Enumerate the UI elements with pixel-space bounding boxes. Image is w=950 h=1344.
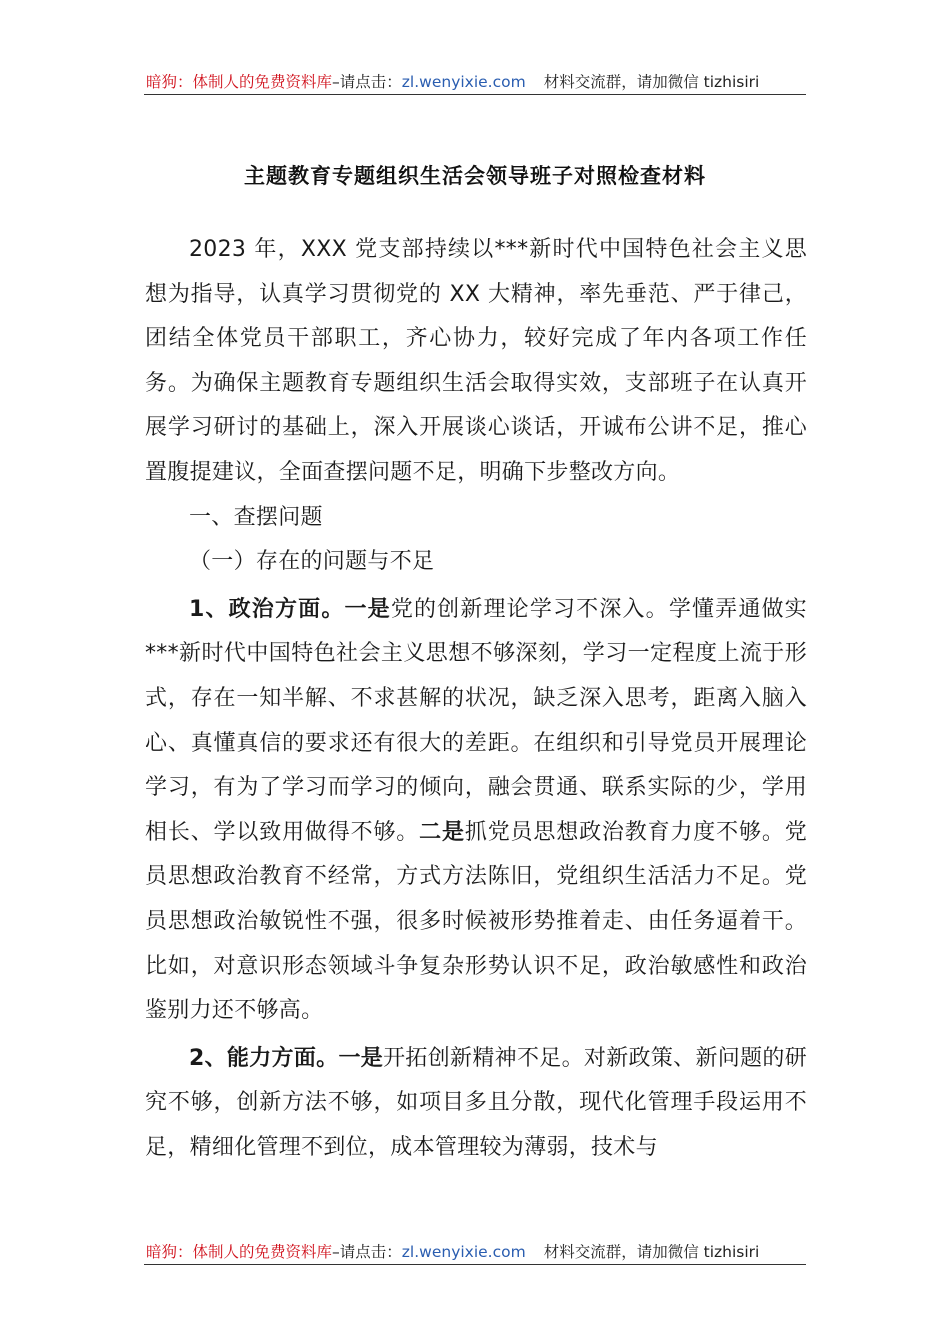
- intro-paragraph: 2023 年，XXX 党支部持续以***新时代中国特色社会主义思想为指导，认真学习贯彻党的 XX 大精神，率先垂范、严于律己，团结全体党员干部职工，齐心协力，较好完成了年内各项工作任务。为确保主题教育专题组织生活会取得实效，支部班子在认真开展学习研讨的基础上，深入开展谈心谈话，开诚布公讲不足，推心置腹提建议，全面查摆问题不足，明确下步整改方向。: [145, 237, 807, 485]
- footer-note: 材料交流群，请加微信 tizhisiri: [543, 1243, 760, 1261]
- section-heading: 一、查摆问题: [189, 504, 323, 530]
- footer-banner: [146, 1240, 806, 1262]
- subsection-heading: （一）存在的问题与不足: [189, 549, 435, 575]
- item-political-head: 1、政治方面。: [189, 596, 345, 622]
- document-body: [145, 228, 807, 1170]
- footer-rule: [144, 1264, 806, 1265]
- header-prompt: –请点击：: [332, 73, 402, 91]
- item-political-lead1: 一是: [344, 596, 391, 622]
- header-note: 材料交流群，请加微信 tizhisiri: [543, 73, 760, 91]
- item-ability-head: 2、能力方面。: [189, 1045, 339, 1071]
- footer-brand: 暗狗：体制人的免费资料库: [146, 1243, 333, 1261]
- document-title: 主题教育专题组织生活会领导班子对照检查材料: [244, 164, 706, 188]
- item-political-text1: 党的创新理论学习不深入。学懂弄通做实***新时代中国特色社会主义思想不够深刻，学习一定程度上流于形式，存在一知半解、不求甚解的状况，缺乏深入思考，距离入脑入心、真懂真信的要求还有很大的差距。在组织和引导党员开展理论学习，有为了学习而学习的倾向，融会贯通、联系实际的少，学用相长、学以致用做得不够。: [145, 596, 807, 845]
- footer-prompt: –请点击：: [332, 1243, 402, 1261]
- item-political-text2: 抓党员思想政治教育力度不够。党员思想政治教育不经常，方式方法陈旧，党组织生活活力不足。党员思想政治敏锐性不强，很多时候被形势推着走、由任务逼着干。比如，对意识形态领域斗争复杂形势认识不足，政治敏感性和政治鉴别力还不够高。: [145, 819, 807, 1024]
- header-brand: 暗狗：体制人的免费资料库: [146, 73, 333, 91]
- item-ability-lead1: 一是: [338, 1045, 384, 1071]
- header-banner: [146, 70, 806, 92]
- item-political-lead2: 二是: [419, 819, 465, 845]
- header-link[interactable]: zl.wenyixie.com: [401, 73, 526, 91]
- item-political: [145, 588, 807, 1034]
- item-ability: [145, 1037, 807, 1171]
- item-ability-text1: 开拓创新精神不足。对新政策、新问题的研究不够，创新方法不够，如项目多且分散，现代化管理手段运用不足，精细化管理不到位，成本管理较为薄弱，技术与: [145, 1045, 807, 1160]
- header-rule: [144, 94, 806, 95]
- footer-link[interactable]: zl.wenyixie.com: [401, 1243, 526, 1261]
